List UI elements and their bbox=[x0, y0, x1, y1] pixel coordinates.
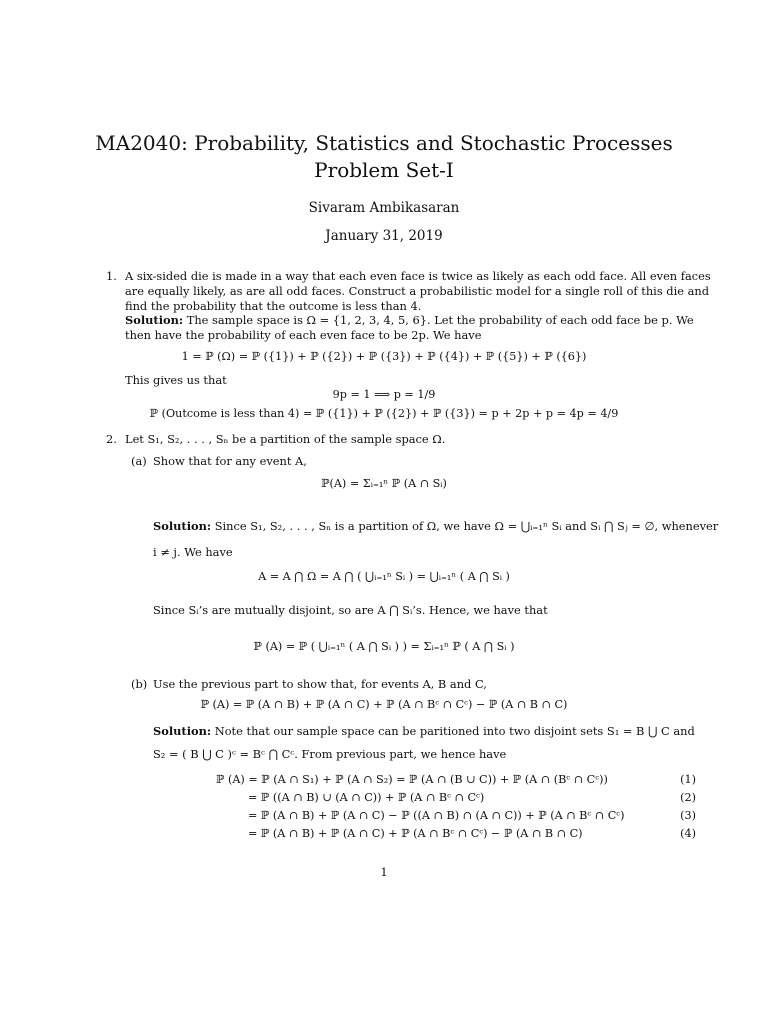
problem-1-equation-total-probability: 1 = ℙ (Ω) = ℙ ({1}) + ℙ ({2}) + ℙ ({3}) + ℙ ({4}) + ℙ ({5}) + ℙ ({6}) bbox=[181, 350, 587, 363]
page-number: 1 bbox=[380, 865, 388, 879]
problem-1-statement-line1: A six-sided die is made in a way that each even face is twice as likely as each odd face. All even faces bbox=[125, 269, 711, 283]
equation-number-2: (2) bbox=[680, 791, 696, 804]
problem-2-number: 2. bbox=[106, 432, 117, 446]
part-a-equation-union: A = A ⋂ Ω = A ⋂ ( ⋃ᵢ₌₁ⁿ Sᵢ ) = ⋃ᵢ₌₁ⁿ ( A ⋂ Sᵢ ) bbox=[258, 570, 510, 583]
part-a-equation: ℙ(A) = Σᵢ₌₁ⁿ ℙ (A ∩ Sᵢ) bbox=[321, 477, 447, 490]
solution-label: Solution: bbox=[153, 724, 212, 738]
part-a-label: (a) bbox=[131, 454, 147, 468]
solution-text: Note that our sample space can be paritioned into two disjoint sets S₁ = B ⋃ C and bbox=[214, 724, 695, 738]
aligned-equation-1: ℙ (A) = ℙ (A ∩ S₁) + ℙ (A ∩ S₂) = ℙ (A ∩ (B ∪ C)) + ℙ (A ∩ (Bᶜ ∩ Cᶜ)) bbox=[216, 773, 608, 786]
date: January 31, 2019 bbox=[325, 228, 443, 244]
problem-1-gives-text: This gives us that bbox=[125, 373, 227, 387]
aligned-equation-3: = ℙ (A ∩ B) + ℙ (A ∩ C) − ℙ ((A ∩ B) ∩ (A ∩ C)) + ℙ (A ∩ Bᶜ ∩ Cᶜ) bbox=[248, 809, 625, 822]
solution-text: Since S₁, S₂, . . . , Sₙ is a partition of Ω, we have Ω = ⋃ᵢ₌₁ⁿ Sᵢ and Sᵢ ⋂ Sⱼ = ∅, whenever bbox=[214, 519, 719, 533]
aligned-equation-4: = ℙ (A ∩ B) + ℙ (A ∩ C) + ℙ (A ∩ Bᶜ ∩ Cᶜ) − ℙ (A ∩ B ∩ C) bbox=[248, 827, 583, 840]
problem-1-statement-line2: are equally likely, as are all odd faces. Construct a probabilistic model for a single roll of this die and bbox=[125, 284, 709, 298]
equation-number-4: (4) bbox=[680, 827, 696, 840]
problem-1-equation-p: 9p = 1 ⟹ p = 1/9 bbox=[332, 388, 436, 401]
paper-title-line2: Problem Set-I bbox=[314, 158, 454, 182]
solution-label: Solution: bbox=[125, 313, 184, 327]
part-b-label: (b) bbox=[131, 677, 148, 691]
part-a-solution-line1 bbox=[153, 519, 718, 533]
solution-label: Solution: bbox=[153, 519, 212, 533]
part-b-solution-line2: S₂ = ( B ⋃ C )ᶜ = Bᶜ ⋂ Cᶜ. From previous part, we hence have bbox=[153, 747, 507, 761]
equation-number-3: (3) bbox=[680, 809, 696, 822]
problem-1-solution-line1 bbox=[125, 313, 694, 327]
problem-1-equation-result: ℙ (Outcome is less than 4) = ℙ ({1}) + ℙ ({2}) + ℙ ({3}) = p + 2p + p = 4p = 4/9 bbox=[149, 407, 619, 420]
paper-title-line1: MA2040: Probability, Statistics and Stochastic Processes bbox=[95, 131, 673, 155]
problem-1-statement-line3: find the probability that the outcome is less than 4. bbox=[125, 299, 422, 313]
part-b-equation: ℙ (A) = ℙ (A ∩ B) + ℙ (A ∩ C) + ℙ (A ∩ Bᶜ ∩ Cᶜ) − ℙ (A ∩ B ∩ C) bbox=[200, 698, 568, 711]
part-a-statement: Show that for any event A, bbox=[153, 454, 307, 468]
part-b-solution-line1 bbox=[153, 724, 695, 738]
solution-text: The sample space is Ω = {1, 2, 3, 4, 5, 6}. Let the probability of each odd face be p. We bbox=[186, 313, 694, 327]
problem-1-number: 1. bbox=[106, 269, 117, 283]
aligned-equation-2: = ℙ ((A ∩ B) ∪ (A ∩ C)) + ℙ (A ∩ Bᶜ ∩ Cᶜ) bbox=[248, 791, 485, 804]
part-a-solution-line2: i ≠ j. We have bbox=[153, 545, 233, 559]
equation-number-1: (1) bbox=[680, 773, 696, 786]
author: Sivaram Ambikasaran bbox=[308, 200, 460, 216]
part-a-equation-probability: ℙ (A) = ℙ ( ⋃ᵢ₌₁ⁿ ( A ⋂ Sᵢ ) ) = Σᵢ₌₁ⁿ ℙ ( A ⋂ Sᵢ ) bbox=[253, 640, 515, 653]
problem-2-statement: Let S₁, S₂, . . . , Sₙ be a partition of the sample space Ω. bbox=[125, 432, 446, 446]
part-a-solution-line3: Since Sᵢ’s are mutually disjoint, so are A ⋂ Sᵢ’s. Hence, we have that bbox=[153, 603, 548, 617]
problem-1-solution-line2: then have the probability of each even face to be 2p. We have bbox=[125, 328, 482, 342]
part-b-statement: Use the previous part to show that, for events A, B and C, bbox=[153, 677, 487, 691]
